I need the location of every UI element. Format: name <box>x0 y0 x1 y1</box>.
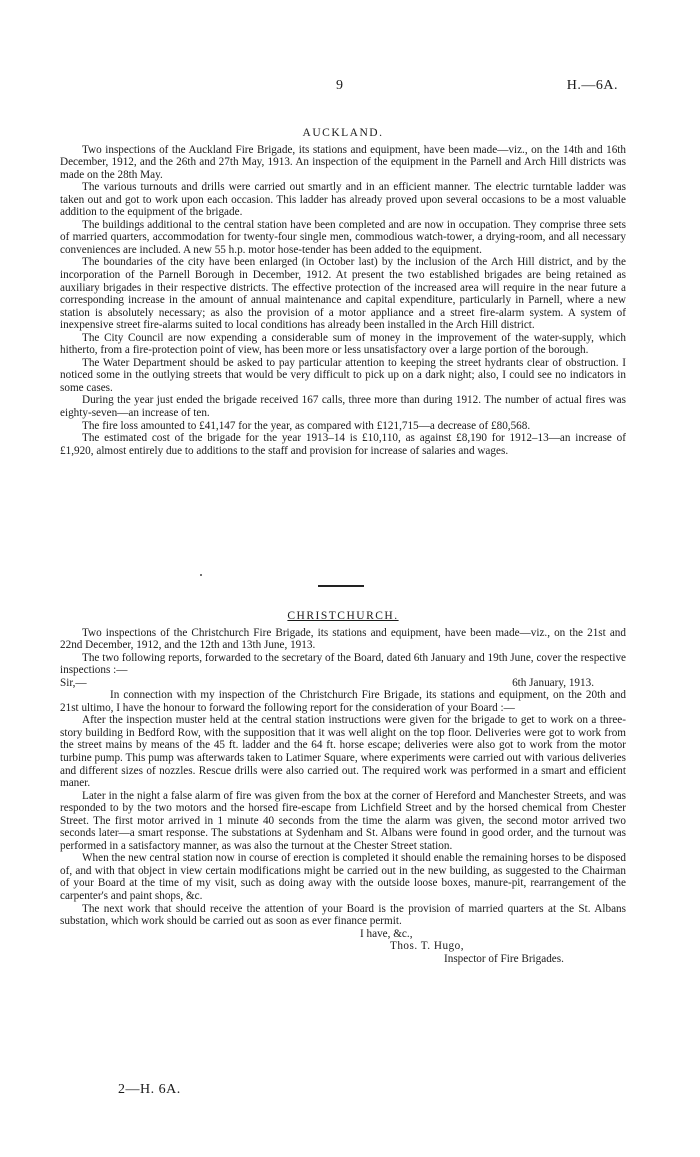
christchurch-intro-paragraph: Two inspections of the Christchurch Fire Brigade, its stations and equipment, have been made—viz., on the 21st and 22nd December, 1912, and the 12th and 13th June, 1913. <box>60 626 626 652</box>
letter-salutation: Sir,— <box>60 676 87 689</box>
auckland-paragraph: The buildings additional to the central station have been completed and are now in occupation. They comprise three sets of married quarters, accommodation for twenty-four single men, commodious watch-tower, a drying-room, and all necessary conveniences are included. A new 55 h.p. motor hose-tender has been added to the equipment. <box>60 218 626 256</box>
auckland-paragraph: The boundaries of the city have been enlarged (in October last) by the inclusion of the Arch Hill district, and by the incorporation of the Parnell Borough in December, 1912. At present the two established brigades are being retained as auxiliary brigades in their respective districts. The effective protection of the increased area will require in the near future a corresponding increase in the amount of annual maintenance and capital expenditure, particularly in Parnell, where a new station is absolutely necessary; as also the provision of a motor appliance and a street fire-alarm system. A system of inexpensive street fire-alarms suited to local conditions has already been installed in the Arch Hill district. <box>60 256 626 332</box>
auckland-paragraph: The City Council are now expending a considerable sum of money in the improvement of the water-supply, which hitherto, from a fire-protection point of view, has been more or less unsatisfactory over a large portion of the borough. <box>60 331 626 357</box>
christchurch-heading: CHRISTCHURCH. <box>287 610 399 622</box>
letter-salutation-line <box>60 677 626 690</box>
auckland-section <box>60 127 626 457</box>
letter-paragraph: After the inspection muster held at the central station instructions were given for the brigade to get to work on a three-story building in Bedford Row, with the supposition that it was well alight on the top floor. Deliveries were got to work from the street mains by means of the 45 ft. ladder and the 64 ft. horse escape; deliveries were also got to work from the motor turbine pump. This pump was afterwards taken to Latimer Square, where experiments were carried out with various deliveries and different sizes of nozzles. Rescue drills were also carried out. The required work was performed in a smart and efficient maner. <box>60 714 626 790</box>
document-reference: H.—6A. <box>566 78 618 93</box>
page-number: 9 <box>336 78 343 93</box>
signature-name: Thos. T. Hugo, <box>390 940 465 953</box>
section-divider <box>318 585 364 587</box>
letter-paragraph: Later in the night a false alarm of fire was given from the box at the corner of Hereford and Manchester Streets, and was responded to by the two motors and the horsed fire-escape from Lichfield Street and by the horsed chemical from Chester Street. The first motor arrived in 1 minute 40 seconds from the time the alarm was given, the second motor arrived two seconds later—a smart response. The substations at Sydenham and St. Albans were found in good order, and the turnout was performed in a satisfactory manner, as was also the turnout at the Chester Street station. <box>60 789 626 852</box>
auckland-paragraph: The estimated cost of the brigade for the year 1913–14 is £10,110, as against £8,190 for 1912–13—an increase of £1,920, almost entirely due to additions to the staff and provision for increase of salaries and wages. <box>60 432 626 457</box>
signature-title: Inspector of Fire Brigades. <box>444 952 564 965</box>
stray-mark <box>200 574 202 576</box>
letter-paragraph: When the new central station now in course of erection is completed it should enable the remaining horses to be disposed of, and with that object in view certain modifications might be carried out in the new building, as suggested to the Chairman of your Board at the time of my visit, such as doing away with the outside loose boxes, manure-pit, rearrangement of the carpenter's and paint shops, &c. <box>60 852 626 903</box>
letter-closing: I have, &c., <box>360 927 413 940</box>
christchurch-intro-paragraph: The two following reports, forwarded to the secretary of the Board, dated 6th January and 19th June, cover the respective inspections :— <box>60 651 626 677</box>
auckland-paragraph: The fire loss amounted to £41,147 for the year, as compared with £121,715—a decrease of £80,568. <box>82 419 531 432</box>
letter-paragraph: In connection with my inspection of the Christchurch Fire Brigade, its stations and equipment, on the 20th and 21st ultimo, I have the honour to forward the following report for the consideration of your Board :— <box>60 689 626 714</box>
auckland-paragraph: Two inspections of the Auckland Fire Brigade, its stations and equipment, have been made—viz., on the 14th and 16th December, 1912, and the 26th and 27th May, 1913. An inspection of the equipment in the Parnell and Arch Hill districts was made on the 28th May. <box>60 143 626 181</box>
footer-reference: 2—H. 6A. <box>118 1082 181 1097</box>
auckland-paragraph: During the year just ended the brigade received 167 calls, three more than during 1912. The number of actual fires was eighty-seven—an increase of ten. <box>60 394 626 420</box>
auckland-paragraph: The Water Department should be asked to pay particular attention to keeping the street hydrants clear of obstruction. I noticed some in the outlying streets that would be very difficult to pick up on a dark night; also, I could see no indicators in some cases. <box>60 356 626 394</box>
christchurch-section <box>60 610 626 965</box>
auckland-paragraph: The various turnouts and drills were carried out smartly and in an efficient manner. The electric turntable ladder was taken out and got to work upon each occasion. This ladder has already proved upon several occasions to be a most valuable addition to the equipment of the brigade. <box>60 181 626 219</box>
letter-paragraph: The next work that should receive the attention of your Board is the provision of married quarters at the St. Albans substation, which work should be carried out as soon as ever finance permit. <box>60 902 626 928</box>
letter-date: 6th January, 1913. <box>512 676 594 689</box>
auckland-heading: AUCKLAND. <box>302 127 384 139</box>
